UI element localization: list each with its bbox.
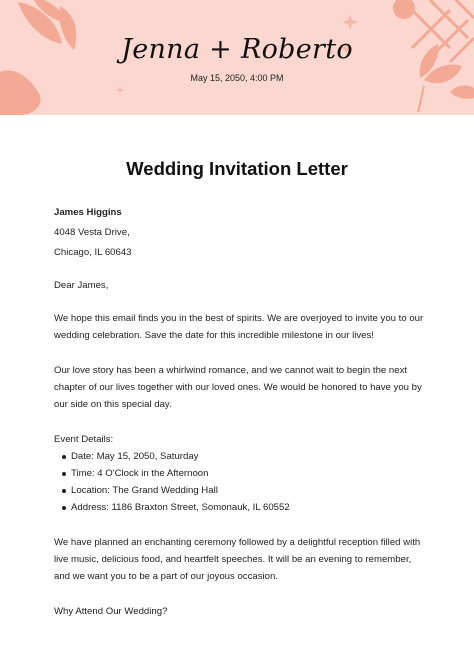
recipient-name: James Higgins [54,207,122,218]
document-title: Wedding Invitation Letter [126,158,348,179]
event-details-heading: Event Details: [54,434,114,445]
list-item: Date: May 15, 2050, Saturday [62,448,424,465]
list-item: Address: 1186 Braxton Street, Somonauk, IL 60552 [62,499,424,516]
question-heading: Why Attend Our Wedding? [54,606,168,617]
couple-names: Jenna + Roberto [121,34,353,65]
letter-body [54,204,424,620]
list-item: Location: The Grand Wedding Hall [62,482,424,499]
event-details-list [54,448,424,516]
recipient-address-line1: 4048 Vesta Drive, [54,227,130,238]
paragraph-closing: We have planned an enchanting ceremony followed by a delightful reception filled with live music, delicious food, and heartfelt speeches. It will be an evening to remember, and we want you to be a part of our joyous occasion. [54,537,421,582]
paragraph-intro: We hope this email finds you in the best of spirits. We are overjoyed to invite you to our wedding celebration. Save the date for this incredible milestone in our lives! [54,313,424,341]
header-banner [0,0,474,115]
salutation: Dear James, [54,280,109,291]
event-datetime: May 15, 2050, 4:00 PM [190,73,284,83]
recipient-address-line2: Chicago, IL 60643 [54,247,132,258]
list-item: Time: 4 O'Clock in the Afternoon [62,465,424,482]
paragraph-love-story: Our love story has been a whirlwind romance, and we cannot wait to begin the next chapter of our lives together with our loved ones. We would be honored to have you by our side on this special day. [54,365,422,410]
